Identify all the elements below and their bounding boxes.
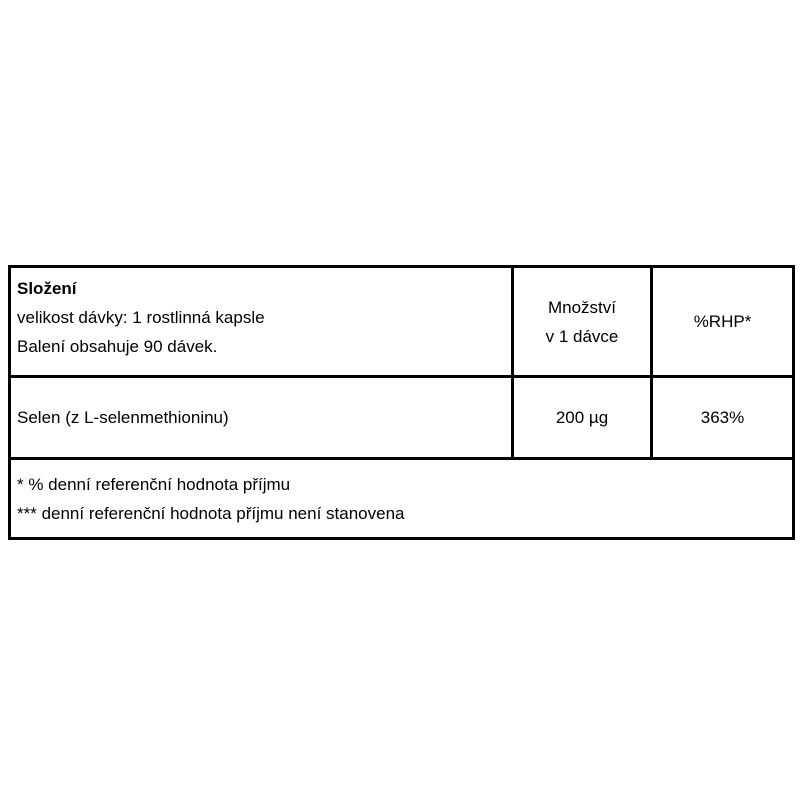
ingredient-rhp: 363% [700, 408, 745, 427]
amount-header-cell [513, 267, 652, 377]
table-title: Složení [17, 279, 77, 298]
amount-header-line1: Množství [547, 297, 617, 317]
ingredient-name-cell [10, 377, 513, 459]
table-header-row [10, 267, 794, 377]
table-row [10, 377, 794, 459]
header-info-cell [10, 267, 513, 377]
footnote-not-established: *** denní referenční hodnota příjmu není stanovena [17, 503, 405, 523]
footnotes-cell [10, 459, 794, 539]
footnote-rhp: * % denní referenční hodnota příjmu [17, 474, 291, 494]
ingredient-amount-cell [513, 377, 652, 459]
rhp-header-cell [652, 267, 794, 377]
ingredient-rhp-cell [652, 377, 794, 459]
footnotes-row [10, 459, 794, 539]
rhp-header: %RHP* [693, 312, 752, 331]
serving-size: velikost dávky: 1 rostlinná kapsle [17, 308, 265, 327]
ingredient-name: Selen (z L-selenmethioninu) [17, 408, 229, 427]
package-info: Balení obsahuje 90 dávek. [17, 337, 218, 356]
composition-table [8, 265, 795, 540]
ingredient-amount: 200 µg [555, 408, 609, 427]
amount-header-line2: v 1 dávce [545, 326, 619, 346]
